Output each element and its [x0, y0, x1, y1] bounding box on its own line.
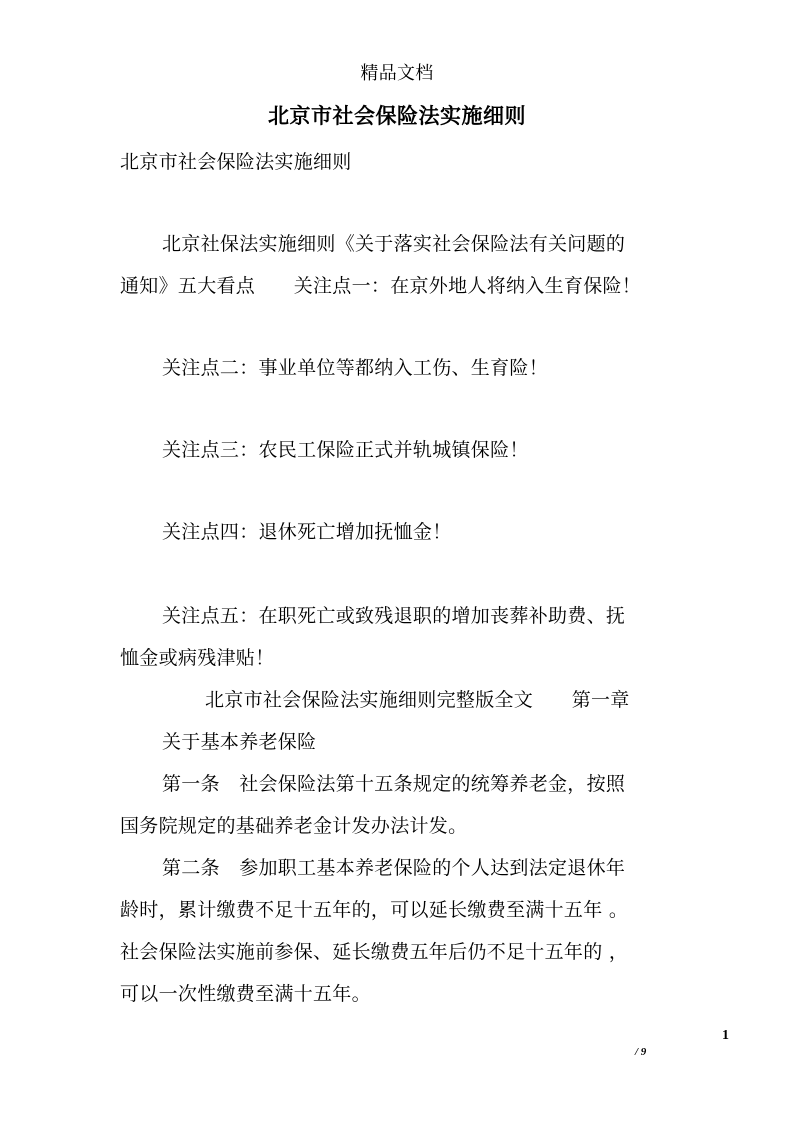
body-line: 关注点二：事业单位等都纳入工伤、生育险！	[162, 357, 549, 379]
body-line: 通知》五大看点 关注点一：在京外地人将纳入生育保险！	[120, 275, 642, 297]
body-line-subtitle: 北京市社会保险法实施细则	[120, 151, 352, 173]
article-line: 可以一次性缴费至满十五年。	[120, 983, 371, 1005]
page-number: 1	[722, 1028, 729, 1043]
article-line: 国务院规定的基础养老金计发办法计发。	[120, 815, 468, 837]
document-title: 北京市社会保险法实施细则	[268, 103, 526, 128]
page-total: / 9	[635, 1046, 647, 1058]
body-line: 北京社保法实施细则《关于落实社会保险法有关问题的	[162, 233, 626, 255]
article-line: 第二条 参加职工基本养老保险的个人达到法定退休年	[162, 857, 626, 879]
chapter-heading-line: 关于基本养老保险	[162, 731, 317, 753]
article-line: 龄时，累计缴费不足十五年的，可以延长缴费至满十五年 。	[120, 899, 629, 921]
body-line: 恤金或病残津贴！	[120, 647, 275, 669]
document-header: 精品文档	[360, 63, 434, 84]
article-line: 第一条 社会保险法第十五条规定的统筹养老金，按照	[162, 773, 626, 795]
body-line: 关注点四：退休死亡增加抚恤金！	[162, 521, 452, 543]
article-line: 社会保险法实施前参保、延长缴费五年后仍不足十五年的 ，	[120, 941, 629, 963]
body-line: 关注点三：农民工保险正式并轨城镇保险！	[162, 439, 529, 461]
body-line: 关注点五：在职死亡或致残退职的增加丧葬补助费、抚	[162, 605, 626, 627]
chapter-heading-line: 北京市社会保险法实施细则完整版全文 第一章	[205, 689, 630, 711]
